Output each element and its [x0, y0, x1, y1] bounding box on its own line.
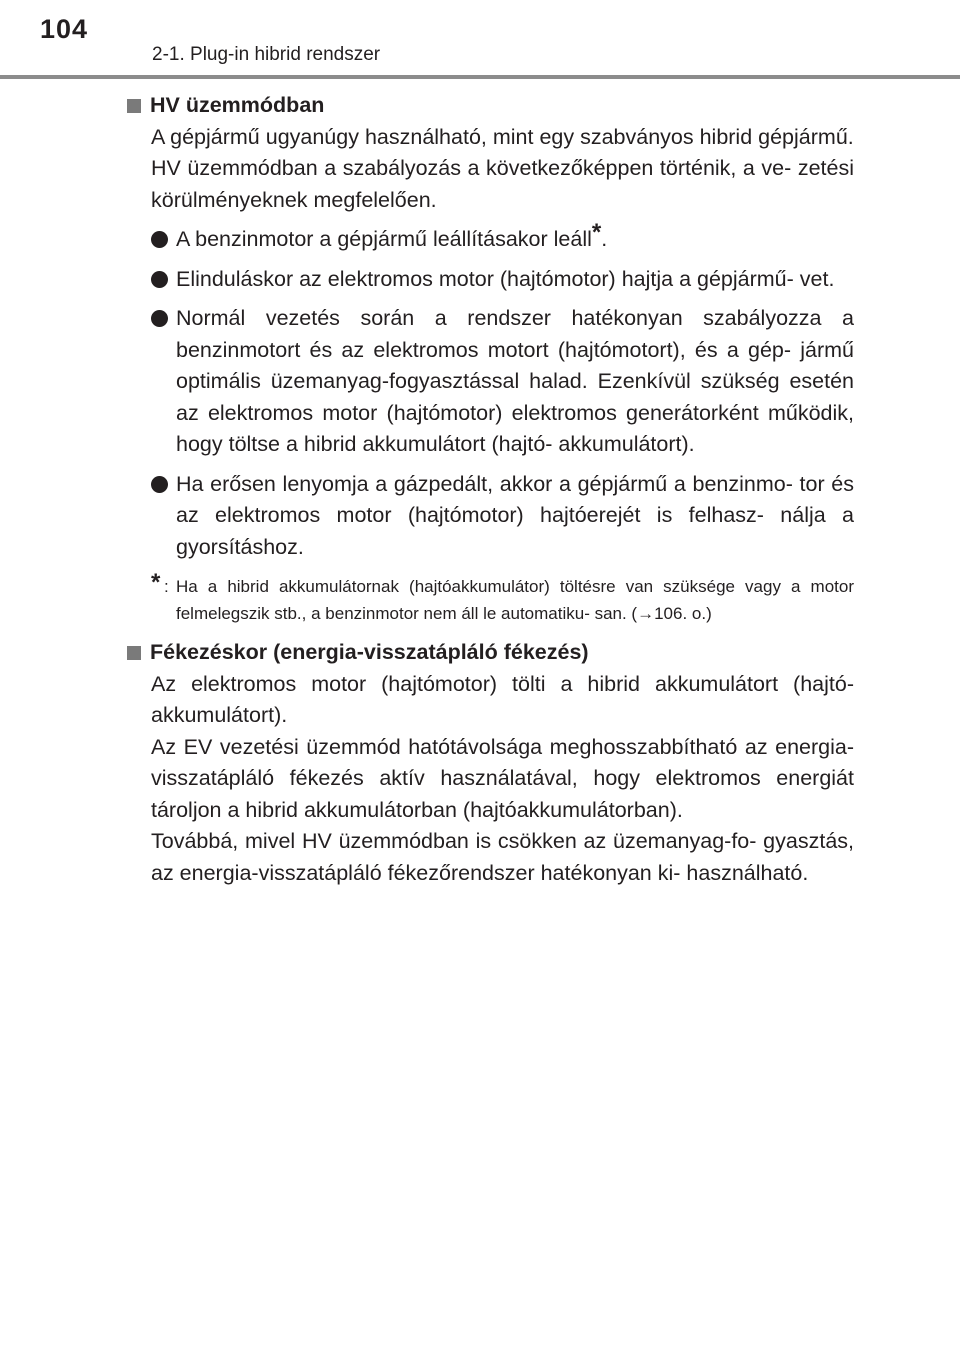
bullet-dot-icon [151, 231, 168, 248]
list-item-text: Ha erősen lenyomja a gázpedált, akkor a gépjármű a benzinmo- tor és az elektromos motor (hajtómotor) hajtóerejét is felhasz- nálja a gyorsításhoz. [176, 471, 854, 559]
header-rule [0, 75, 960, 79]
paragraph: Továbbá, mivel HV üzemmódban is csökken az üzemanyag-fo- gyasztás, az energia-visszatápláló fékezőrendszer hatékonyan ki- használható. [151, 829, 854, 885]
list-item-text: A benzinmotor a gépjármű leállításakor leáll [176, 227, 592, 251]
list-item [151, 469, 854, 564]
section-title: 2-1. Plug-in hibrid rendszer [152, 44, 381, 65]
page-content [126, 88, 854, 889]
footnote-colon: : [164, 577, 169, 596]
paragraph: A gépjármű ugyanúgy használható, mint egy szabványos hibrid gépjármű. [151, 124, 854, 149]
paragraph: Az elektromos motor (hajtómotor) tölti a hibrid akkumulátort (hajtó- akkumulátort). [151, 671, 854, 727]
list-item [151, 219, 854, 256]
bullet-dot-icon [151, 476, 168, 493]
square-bullet-icon [127, 99, 141, 113]
footnote-star: * [591, 219, 602, 246]
list-item-suffix: . [601, 227, 608, 251]
braking-body [126, 669, 854, 890]
paragraph: Az EV vezetési üzemmód hatótávolsága meghosszabbítható az energia-visszatápláló fékezés aktív használatával, hogy elektromos energiát tároljon a hibrid akkumulátorban (hajtóakkumulátorban). [151, 734, 854, 822]
list-item [151, 303, 854, 461]
hv-mode-body [126, 122, 854, 628]
list-item-text: Elinduláskor az elektromos motor (hajtómotor) hajtja a gépjármű- vet. [176, 266, 835, 291]
braking-title: Fékezéskor (energia-visszatápláló fékezés) [150, 640, 589, 664]
page-number: 104 [40, 14, 89, 44]
bullet-dot-icon [151, 271, 168, 288]
footnote [151, 569, 854, 627]
braking-heading [126, 637, 854, 669]
list-item-text: Normál vezetés során a rendszer hatékonyan szabályozza a benzinmotort és az elektromos motort (hajtómotort), és a gép- jármű optimális üzemanyag-fogyasztással halad. Ezenkívül szükség esetén az elektromos motor (hajtómotor) elektromos generátorként működik, hogy töltse a hibrid akkumulátort (hajtó- akkumulátort). [176, 306, 854, 456]
list-item [151, 264, 854, 296]
footnote-star: * [151, 569, 161, 596]
bullet-dot-icon [151, 310, 168, 327]
paragraph: HV üzemmódban a szabályozás a következőképpen történik, a ve- zetési körülményeknek megfelelően. [151, 156, 854, 212]
hv-mode-title: HV üzemmódban [150, 93, 325, 117]
square-bullet-icon [127, 646, 141, 660]
footnote-text: Ha a hibrid akkumulátornak (hajtóakkumulátor) töltésre van szüksége vagy a motor felmelegszik stb., a benzinmotor nem áll le automatiku- san. (→106. o.) [176, 577, 854, 623]
hv-mode-heading [126, 90, 854, 122]
